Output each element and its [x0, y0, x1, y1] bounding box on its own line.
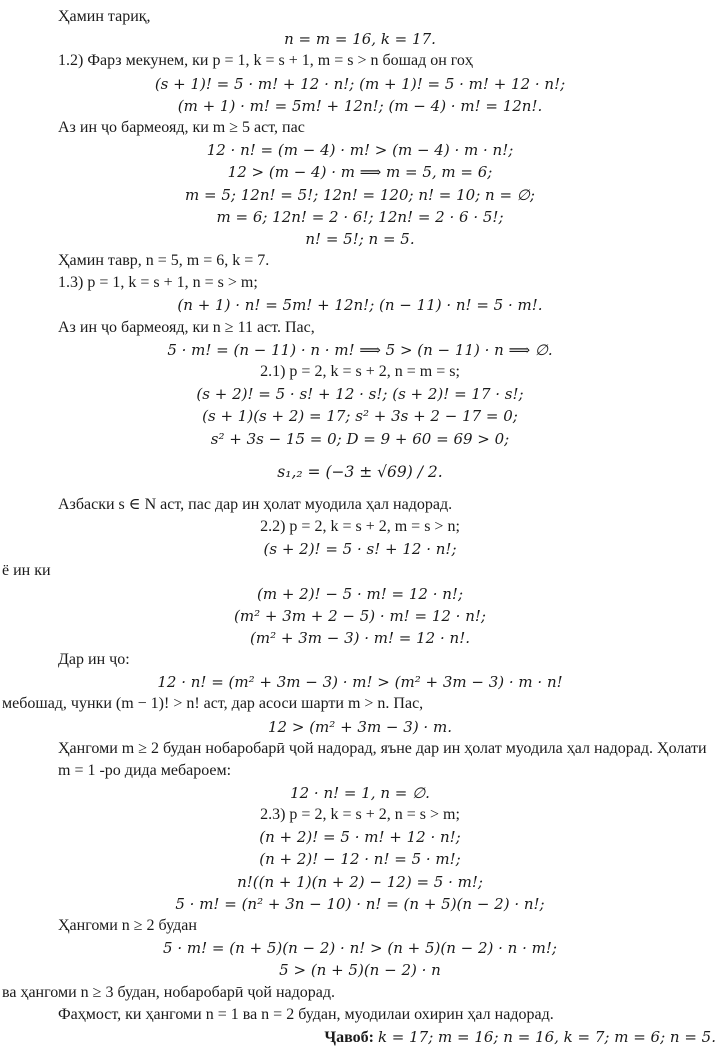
formula-line: (s + 1)! = 5 · m! + 12 · n!; (m + 1)! = 5 · m! + 12 · n!; [154, 74, 566, 93]
formula-line: 12 > (m − 4) · m ⟹ m = 5, m = 6; [227, 163, 493, 182]
case-heading: 2.1) p = 2, k = s + 2, n = m = s; [260, 363, 460, 380]
case-heading: 1.2) Фарз мекунем, ки p = 1, k = s + 1, m = s > n бошад он гоҳ [58, 52, 473, 70]
formula-line: (s + 2)! = 5 · s! + 12 · s!; (s + 2)! = 17 · s!; [196, 385, 524, 404]
formula-line: (m + 2)! − 5 · m! = 12 · n!; [256, 584, 464, 603]
text-line: Ҳамин тавр, n = 5, m = 6, k = 7. [58, 252, 270, 270]
text-line: мебошад, чунки (m − 1)! > n! аст, дар асоси шарти m > n. Пас, [2, 695, 424, 713]
case-heading: 2.2) p = 2, k = s + 2, m = s > n; [260, 517, 460, 535]
formula-line: 5 · m! = (n + 5)(n − 2) · n! > (n + 5)(n − 2) · n · m!; [163, 939, 557, 958]
formula-line: 5 · m! = (n² + 3n − 10) · n! = (n + 5)(n − 2) · n!; [175, 894, 545, 913]
answer-line [0, 1026, 720, 1048]
text-line: Ҳамин тариқ, [58, 8, 151, 25]
formula-line: (m + 1) · m! = 5m! + 12n!; (m − 4) · m! = 12n!. [177, 96, 543, 115]
formula-line: m = 5; 12n! = 5!; 12n! = 120; n! = 10; n = ∅; [185, 185, 535, 204]
formula-line: (m² + 3m + 2 − 5) · m! = 12 · n!; [234, 606, 486, 625]
formula-line: 5 · m! = (n − 11) · n · m! ⟹ 5 > (n − 11) · n ⟹ ∅. [167, 340, 553, 359]
formula-line: (n + 1) · n! = 5m! + 12n!; (n − 11) · n! = 5 · m!. [177, 296, 543, 315]
text-line: Дар ин ҷо: [58, 651, 130, 669]
formula-line: 12 · n! = (m² + 3m − 3) · m! > (m² + 3m − 3) · m · n! [157, 673, 563, 692]
formula-line: (s + 2)! = 5 · s! + 12 · n!; [263, 540, 457, 559]
text-line: Аз ин ҷо бармеояд, ки n ≥ 11 аст. Пас, [58, 318, 315, 336]
fraction-formula: s₁,₂ = (−3 ± √69) / 2. [277, 462, 443, 481]
formula-line: (m² + 3m − 3) · m! = 12 · n!. [250, 628, 470, 647]
text-line: Аз ин ҷо бармеояд, ки m ≥ 5 аст, пас [58, 118, 305, 136]
formula-line: 12 > (m² + 3m − 3) · m. [268, 717, 452, 736]
formula-line: n = m = 16, k = 17. [284, 30, 436, 49]
formula-line: (n + 2)! = 5 · m! + 12 · n!; [259, 828, 461, 847]
text-line: Азбаски s ∈ N аст, пас дар ин ҳолат муодила ҳал надорад. [58, 495, 453, 513]
document-page [0, 6, 720, 1048]
text-line: Ҳангоми n ≥ 2 будан [58, 916, 197, 934]
paragraph: Ҳангоми m ≥ 2 будан нобаробарӣ ҷой надорад, яъне дар ин ҳолат муодила ҳал надорад. Ҳолати m = 1 -ро дида мебароем: [58, 739, 707, 780]
formula-line: m = 6; 12n! = 2 · 6!; 12n! = 2 · 6 · 5!; [216, 207, 504, 226]
formula-line: s² + 3s − 15 = 0; D = 9 + 60 = 69 > 0; [210, 429, 510, 448]
case-heading: 1.3) p = 1, k = s + 1, n = s > m; [58, 274, 258, 292]
case-heading: 2.3) p = 2, k = s + 2, n = s > m; [260, 806, 460, 823]
formula-line: (n + 2)! − 12 · n! = 5 · m!; [259, 850, 461, 869]
answer-label: Ҷавоб: [324, 1028, 374, 1046]
formula-line: 5 > (n + 5)(n − 2) · n [279, 961, 441, 980]
text-line: ва ҳангоми n ≥ 3 будан, нобаробарӣ ҷой надорад. [2, 983, 336, 1001]
fraction-line [0, 450, 720, 494]
text-line: Фаҳмост, ки ҳангоми n = 1 ва n = 2 будан, муодилаи охирин ҳал надорад. [58, 1005, 554, 1023]
formula-line: n!((n + 1)(n + 2) − 12) = 5 · m!; [237, 872, 483, 891]
formula-line: 12 · n! = (m − 4) · m! > (m − 4) · m · n!; [206, 141, 514, 160]
formula-line: n! = 5!; n = 5. [305, 229, 415, 248]
text-line: ё ин ки [2, 562, 51, 580]
answer-values: k = 17; m = 16; n = 16, k = 7; m = 6; n = 5. [377, 1027, 716, 1046]
formula-line: (s + 1)(s + 2) = 17; s² + 3s + 2 − 17 = 0; [202, 407, 518, 426]
formula-line: 12 · n! = 1, n = ∅. [290, 783, 430, 802]
